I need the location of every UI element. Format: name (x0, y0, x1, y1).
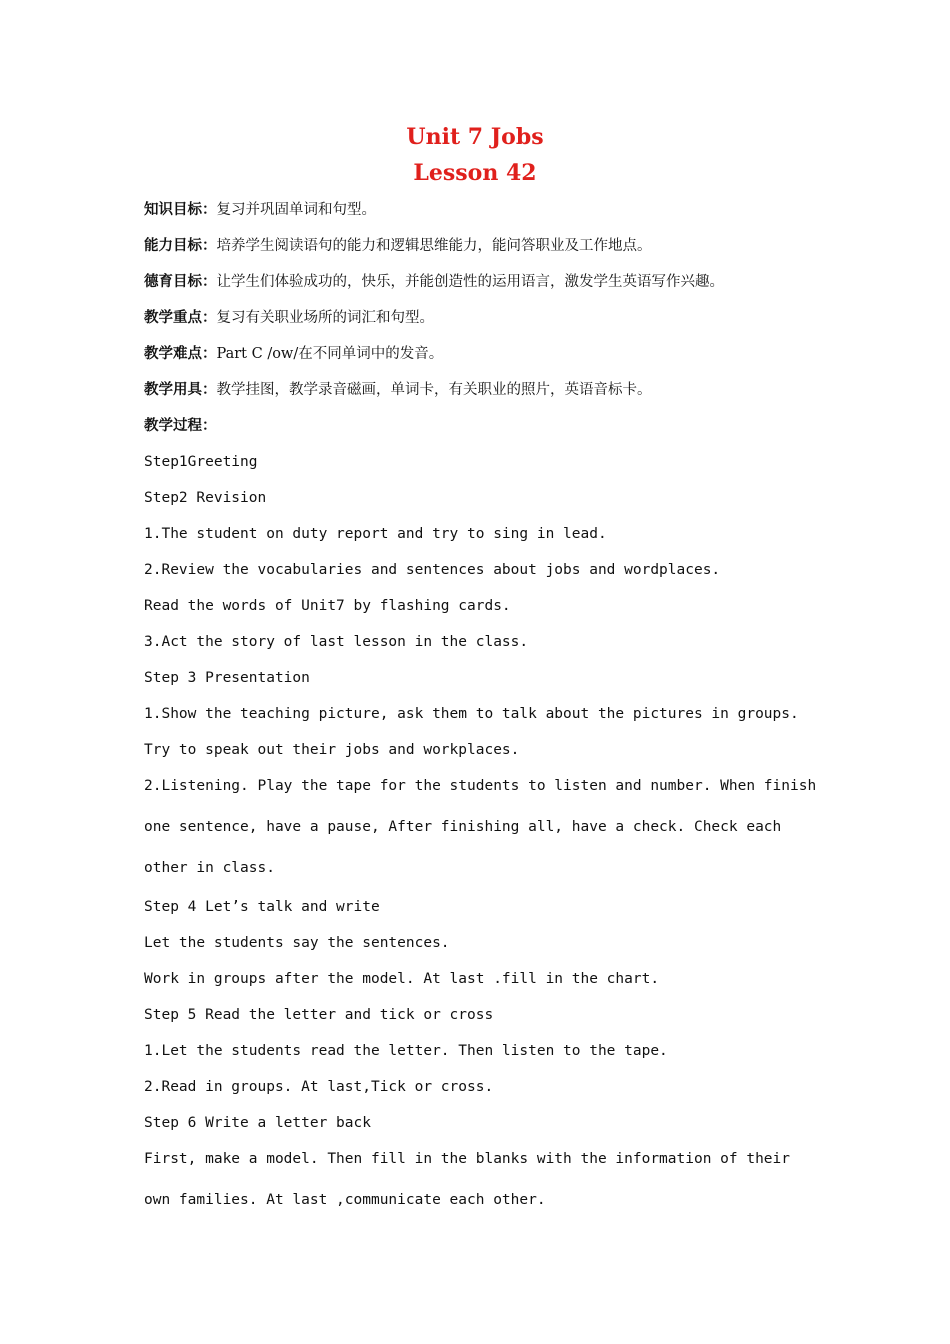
step3-presentation: Step 3 Presentation (144, 670, 310, 686)
step1-greeting: Step1Greeting (144, 454, 258, 470)
step2-item-3: 3.Act the story of last lesson in the class. (144, 634, 529, 650)
teaching-process: 教学过程： (144, 418, 217, 434)
document-title: Unit 7 Jobs (406, 124, 544, 150)
step3-item-2: 2.Listening. Play the tape for the students to listen and number. When finish one sentence, have a pause, After finishing all, have a check. Check each other in class. (144, 778, 817, 876)
teaching-focus: 教学重点：复习有关职业场所的词汇和句型。 (144, 310, 434, 326)
step5-item-1: 1.Let the students read the letter. Then listen to the tape. (144, 1043, 668, 1059)
step6-item-1: First, make a model. Then fill in the blanks with the information of their own families. At last ,communicate each other. (144, 1151, 791, 1208)
step2-revision: Step2 Revision (144, 490, 267, 506)
step2-item-2: 2.Review the vocabularies and sentences about jobs and wordplaces. (144, 562, 721, 578)
step3-item-1b: Try to speak out their jobs and workplaces. (144, 742, 520, 758)
step6-write-letter: Step 6 Write a letter back (144, 1115, 371, 1131)
step4-talk-write: Step 4 Let’s talk and write (144, 899, 380, 915)
objective-moral: 德育目标：让学生们体验成功的，快乐，并能创造性的运用语言，激发学生英语写作兴趣。 (144, 274, 724, 290)
step4-item-1: Let the students say the sentences. (144, 935, 450, 951)
objective-ability: 能力目标：培养学生阅读语句的能力和逻辑思维能力，能问答职业及工作地点。 (144, 238, 652, 254)
step5-item-2: 2.Read in groups. At last,Tick or cross. (144, 1079, 494, 1095)
document-subtitle: Lesson 42 (413, 160, 537, 186)
step4-item-2: Work in groups after the model. At last .fill in the chart. (144, 971, 660, 987)
objective-knowledge: 知识目标：复习并巩固单词和句型。 (144, 202, 376, 218)
step2-item-2b: Read the words of Unit7 by flashing cards. (144, 598, 511, 614)
teaching-tools: 教学用具：教学挂图，教学录音磁画，单词卡，有关职业的照片，英语音标卡。 (144, 382, 652, 398)
step2-item-1: 1.The student on duty report and try to sing in lead. (144, 526, 607, 542)
teaching-difficulty: 教学难点：Part C /ow/在不同单词中的发音。 (144, 346, 444, 362)
step5-read-letter: Step 5 Read the letter and tick or cross (144, 1007, 494, 1023)
document-body (144, 192, 824, 1221)
step3-item-1: 1.Show the teaching picture, ask them to talk about the pictures in groups. (144, 706, 799, 722)
